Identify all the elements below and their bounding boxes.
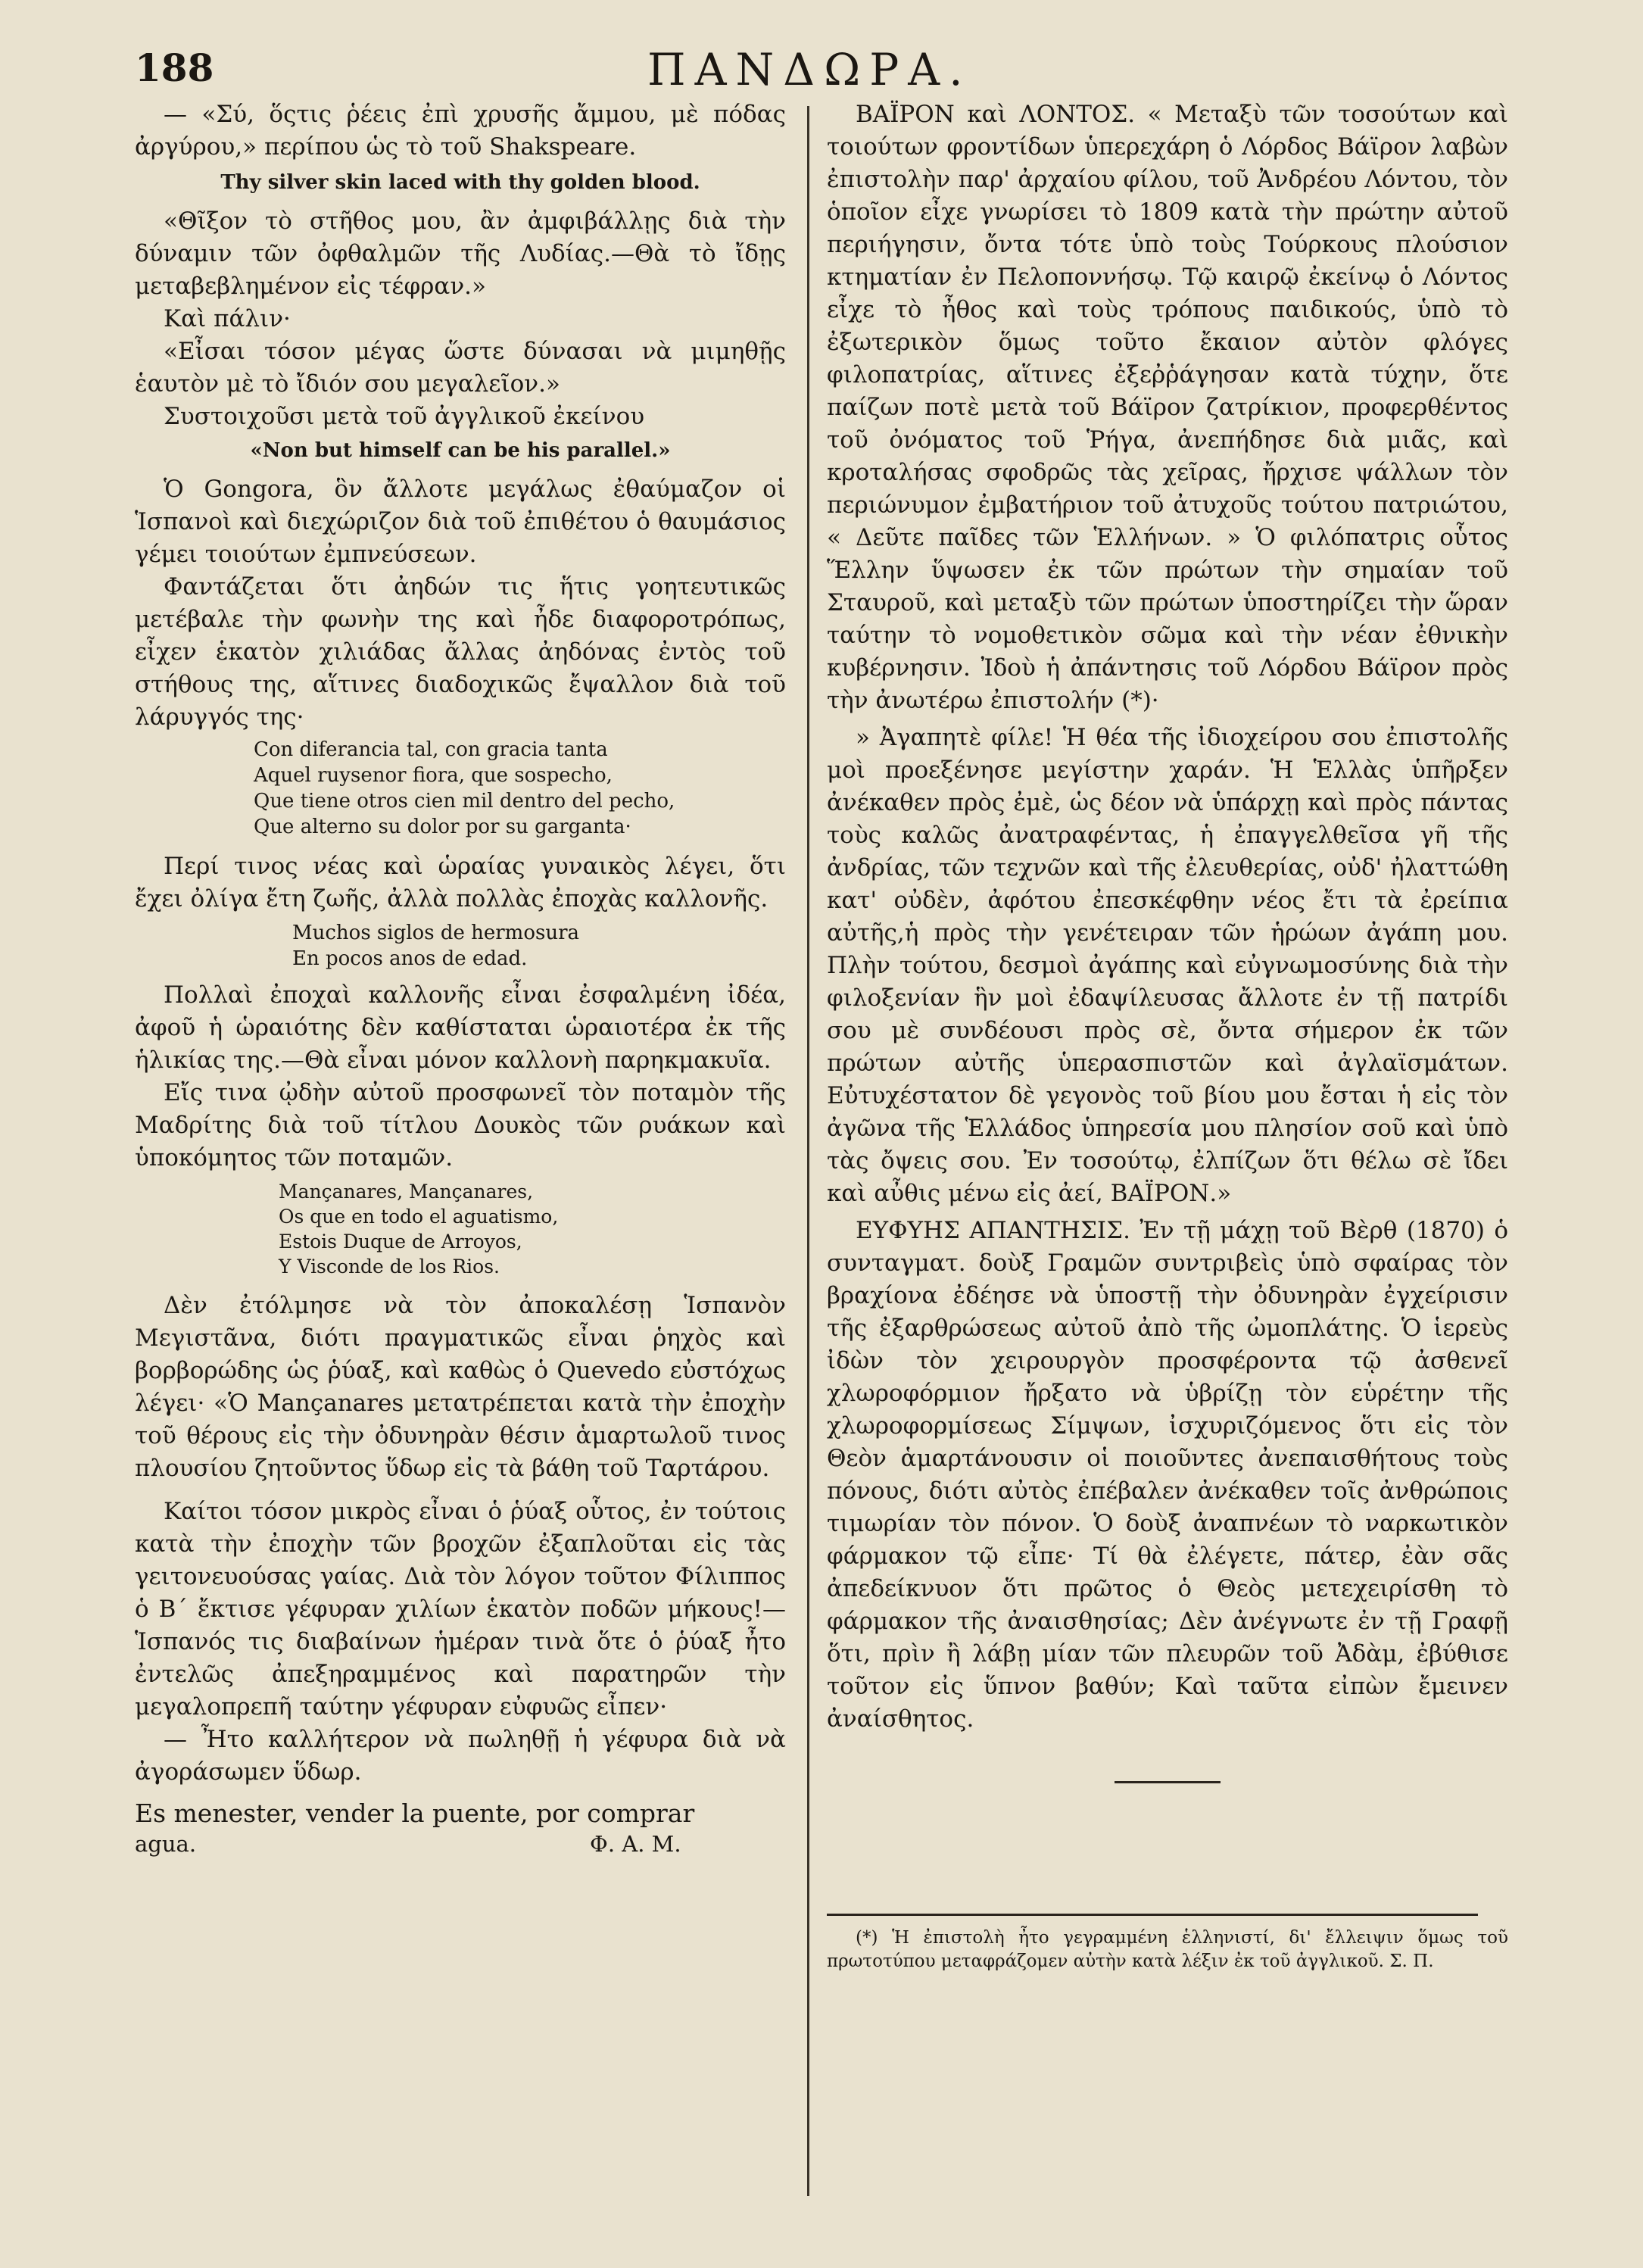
author-initials: Φ. Α. Μ. [590,1831,681,1857]
paragraph: Φαντάζεται ὅτι ἀηδών τις ἥτις γοητευτικῶς μετέβαλε τὴν φωνὴν της καὶ ἦδε διαφοροτρόπως, εἶχεν ἑκατὸν χιλιάδας ἄλλας ἀηδόνας ἐντὸς τοῦ στήθους της, αἵτινες διαδοχικῶς ἔψαλλον διὰ τοῦ λάρυγγός της· [135,573,786,731]
verse-line: Muchos siglos de hermosura [292,922,579,944]
byron-letter: » Ἀγαπητὲ φίλε! Ἡ θέα τῆς ἰδιοχείρου σου ἐπιστολῆς μοὶ προεξένησε μεγίστην χαράν. Ἡ Ἑλλὰς ὑπῆρξεν ἀνέκαθεν πρὸς ἐμὲ, ὡς δέον νὰ ὑπάρχῃ καὶ πρὸς πάντας τοὺς καλῶς ἀνατραφέντας, ἡ ἐπαγγελθεῖσα γῆ τῆς ἀνδρίας, τῶν τεχνῶν καὶ τῆς ἐλευθερίας, οὐδ' ἠλαττώθη κατ' οὐδὲν, ἀφότου ἐπεσκέφθην νέος ἔτι τὰ ἐρείπια αὐτῆς,ἡ πρὸς τὴν γενέτειραν τῶν ἡρώων ἀγάπη μου. Πλὴν τούτου, δεσμοὶ ἀγάπης καὶ εὐγνωμοσύνης διὰ τὴν φιλοξενίαν ἣν μοὶ ἐδαψίλευσας ἄλλοτε ἐν τῇ πατρίδι σου μὲ συνδέουσι πρὸς σὲ, ὄντα σήμερον ἐκ τῶν πρώτων αὐτῆς ὑπερασπιστῶν καὶ ἀγλαϊσμάτων. Εὐτυχέστατον δὲ γεγονὸς τοῦ βίου μου ἔσται ἡ εἰς τὸν ἀγῶνα τῆς Ἑλλάδος ὑπηρεσία μου πλησίον σοῦ καὶ ὑπὸ τὰς ὄψεις σου. Ἐν τοσούτῳ, ἐλπίζων ὅτι θέλω σὲ ἴδει καὶ αὖθις μένω εἰς ἀεί, ΒΑΪΡΟΝ.» [827,724,1508,1207]
paragraph: — «Σύ, ὅςτις ῥέεις ἐπὶ χρυσῆς ἄμμου, μὲ πόδας ἀργύρου,» περίπου ὡς τὸ τοῦ Shakspeare. [135,101,786,161]
verse-line: En pocos anos de edad. [292,947,528,970]
article-byron-londos: ΒΑΪΡΟΝ καὶ ΛΟΝΤΟΣ. « Μεταξὺ τῶν τοσούτων καὶ τοιούτων φροντίδων ὑπερεχάρη ὁ Λόρδος Βάϊρον λαβὼν ἐπιστολὴν παρ' ἀρχαίου φίλου, τοῦ Ἀνδρέου Λόντου, τὸν ὁποῖον εἶχε γνωρίσει τὸ 1809 κατὰ τὴν πρώτην αὐτοῦ περιήγησιν, ὄντα τότε ὑπὸ τοὺς Τούρκους πλούσιον κτηματίαν ἐν Πελοποννήσῳ. Τῷ καιρῷ ἐκείνῳ ὁ Λόντος εἶχε τὸ ἦθος καὶ τοὺς τρόπους παιδικούς, ὑπὸ τὸ ἐξωτερικὸν ὅμως τοῦτο ἔκαιον αὐτὸν φλόγες φιλοπατρίας, αἵτινες ἐξεῤῥάγησαν κατὰ τύχην, ὅτε παίζων ποτὲ μετὰ τοῦ Βάϊρον ζατρίκιον, προφερθέντος τοῦ ὀνόματος τοῦ Ῥήγα, ἀνεπήδησε διὰ μιᾶς, καὶ κροταλήσας σφοδρῶς τὰς χεῖρας, ἤρχισε ψάλλων τὸν περιώνυμον ἐμβατήριον τοῦ ἀτυχοῦς τούτου πατριώτου, « Δεῦτε παῖδες τῶν Ἑλλήνων. » Ὁ φιλόπατρις οὗτος Ἕλλην ὕψωσεν ἐκ τῶν πρώτων τὴν σημαίαν τοῦ Σταυροῦ, καὶ μεταξὺ τῶν πρώτων ὑποστηρίζει τὴν ὥραν ταύτην τὸ νομοθετικὸν σῶμα καὶ τὴν νέαν ἐθνικὴν κυβέρνησιν. Ἰδοὺ ἡ ἀπάντησις τοῦ Λόρδου Βάϊρον πρὸς τὴν ἀνωτέρω ἐπιστολήν (*)· [827,101,1508,714]
journal-title: ΠΑΝΔΩΡΑ. [647,44,972,95]
paragraph: Καὶ πάλιν· [164,305,291,332]
footnote-rule [827,1914,1478,1916]
spanish-verse [279,1179,786,1279]
paragraph: Συστοιχοῦσι μετὰ τοῦ ἀγγλικοῦ ἐκείνου [164,403,645,430]
section-rule [1115,1781,1221,1783]
paragraph: — Ἦτο καλλήτερον νὰ πωληθῇ ἡ γέφυρα διὰ νὰ ἀγοράσωμεν ὕδωρ. [135,1726,786,1786]
paragraph: «Θῖξον τὸ στῆθος μου, ἂν ἀμφιβάλλῃς διὰ τὴν δύναμιν τῶν ὀφθαλμῶν τῆς Λυδίας.—Θὰ τὸ ἴδῃς μεταβεβλημένον εἰς τέφραν.» [135,207,786,300]
verse-line: Y Visconde de los Rios. [279,1256,500,1278]
right-column [827,98,1508,1973]
verse-line: Que alterno su dolor por su garganta· [254,816,631,838]
verse-line: Con diferancia tal, con gracia tanta [254,738,608,761]
verse-line: Estois Duque de Arroyos, [279,1231,522,1253]
spanish-saying-end: agua. [135,1831,197,1857]
paragraph: Δὲν ἐτόλμησε νὰ τὸν ἀποκαλέσῃ Ἱσπανὸν Μεγιστᾶνα, διότι πραγματικῶς εἶναι ῥηχὸς καὶ βορβορώδης ὡς ῥύαξ, καὶ καθὼς ὁ Quevedo εὐστόχως λέγει· «Ὁ Mançanares μετατρέπεται κατὰ τὴν ἐποχὴν τοῦ θέρους εἰς τὴν ὀδυνηρὰν θέσιν ἁμαρτωλοῦ τινος πλουσίου ζητοῦντος ὕδωρ εἰς τὰ βάθη τοῦ Ταρτάρου. [135,1292,786,1482]
paragraph: Εἴς τινα ᾠδὴν αὐτοῦ προσφωνεῖ τὸν ποταμὸν τῆς Μαδρίτης διὰ τοῦ τίτλου Δουκὸς τῶν ρυάκων καὶ ὑποκόμητος τῶν ποταμῶν. [135,1079,786,1171]
paragraph: Περί τινος νέας καὶ ὡραίας γυναικὸς λέγει, ὅτι ἔχει ὀλίγα ἔτη ζωῆς, ἀλλὰ πολλὰς ἐποχὰς καλλονῆς. [135,853,786,913]
paragraph: Ὁ Gongora, ὃν ἄλλοτε μεγάλως ἐθαύμαζον οἱ Ἱσπανοὶ καὶ διεχώριζον διὰ τοῦ ἐπιθέτου ὁ θαυμάσιος γέμει τοιούτων ἐμπνεύσεων. [135,476,786,568]
paragraph: Καίτοι τόσον μικρὸς εἶναι ὁ ῥύαξ οὗτος, ἐν τούτοις κατὰ τὴν ἐποχὴν τῶν βροχῶν ἐξαπλοῦται εἰς τὰς γειτονευούσας γαίας. Διὰ τὸν λόγον τοῦτον Φίλιππος ὁ Β΄ ἔκτισε γέφυραν χιλίων ἑκατὸν ποδῶν μήκους!— Ἱσπανός τις διαβαίνων ἡμέραν τινὰ ὅτε ὁ ῥύαξ ἦτο ἐντελῶς ἀπεξηραμμένος καὶ παρατηρῶν τὴν μεγαλοπρεπῆ ταύτην γέφυραν εὐφυῶς εἶπεν· [135,1498,786,1720]
article-witty-answer: ΕΥΦΥΗΣ ΑΠΑΝΤΗΣΙΣ. Ἐν τῇ μάχῃ τοῦ Βὲρθ (1870) ὁ συνταγματ. δοὺξ Γραμῶν συντριβεὶς ὑπὸ σφαίρας τὸν βραχίονα ἐδέησε νὰ ὑποστῇ τὴν ὀδυνηρὰν ἐγχείρισιν τῆς ἐξαρθρώσεως αὐτοῦ ἀπὸ τῆς ὠμοπλάτης. Ὁ ἱερεὺς ἰδὼν τὸν χειρουργὸν προσφέροντα τῷ ἀσθενεῖ χλωροφόρμιον ἤρξατο νὰ ὑβρίζῃ τὸν εὑρέτην τῆς χλωροφορμίσεως Σίμψων, ἰσχυριζόμενος ὅτι εἰς τὸν Θεὸν ἁμαρτάνουσιν οἱ ποιοῦντες ἀνεπαισθήτους τοὺς πόνους, διότι αὐτὸς ἐπέβαλεν ἀνέκαθεν τοῖς ἀνθρώποις τιμωρίαν τὸν πόνον. Ὁ δοὺξ ἀναπνέων τὸ ναρκωτικὸν φάρμακον τῷ εἶπε· Τί θὰ ἐλέγετε, πάτερ, ἐὰν σᾶς ἀπεδείκνυον ὅτι πρῶτος ὁ Θεὸς μετεχειρίσθη τὸ φάρμακον τῆς ἀναισθησίας; Δὲν ἀνέγνωτε ἐν τῇ Γραφῇ ὅτι, πρὶν ἢ λάβῃ μίαν τῶν πλευρῶν τοῦ Ἀδὰμ, ἐβύθισε τοῦτον εἰς ὕπνον βαθύν; Καὶ ταῦτα εἰπὼν ἔμεινεν ἀναίσθητος. [827,1217,1508,1733]
column-divider [807,106,809,2196]
paragraph: «Εἶσαι τόσον μέγας ὥστε δύνασαι νὰ μιμηθῇς ἑαυτὸν μὲ τὸ ἴδιόν σου μεγαλεῖον.» [135,338,786,398]
verse-line: Mançanares, Mançanares, [279,1181,534,1203]
english-quote: Thy silver skin laced with thy golden blood. [220,171,700,194]
footnote: (*) Ἡ ἐπιστολὴ ἦτο γεγραμμένη ἑλληνιστί, δι' ἔλλειψιν ὅμως τοῦ πρωτοτύπου μεταφράζομεν αὐτὴν κατὰ λέξιν ἐκ τοῦ ἀγγλικοῦ. Σ. Π. [827,1928,1508,1971]
english-quote: «Non but himself can be his parallel.» [250,439,671,462]
spanish-verse [292,920,786,972]
verse-line: Aquel ruysenor fiora, que sospecho, [254,764,613,787]
spanish-verse [254,737,786,840]
signature-line [135,1829,786,1859]
left-column [135,98,786,1859]
page-number: 188 [135,45,214,90]
spanish-saying: Es menester, vender la puente, por comprar [135,1798,695,1828]
running-header [0,39,1643,100]
verse-line: Os que en todo el aguatismo, [279,1206,559,1228]
paragraph: Πολλαὶ ἐποχαὶ καλλονῆς εἶναι ἐσφαλμένη ἰδέα, ἀφοῦ ἡ ὡραιότης δὲν καθίσταται ὡραιοτέρα ἐκ τῆς ἡλικίας της.—Θὰ εἶναι μόνον καλλονὴ παρηκμακυῖα. [135,981,786,1074]
verse-line: Que tiene otros cien mil dentro del pecho, [254,790,675,813]
